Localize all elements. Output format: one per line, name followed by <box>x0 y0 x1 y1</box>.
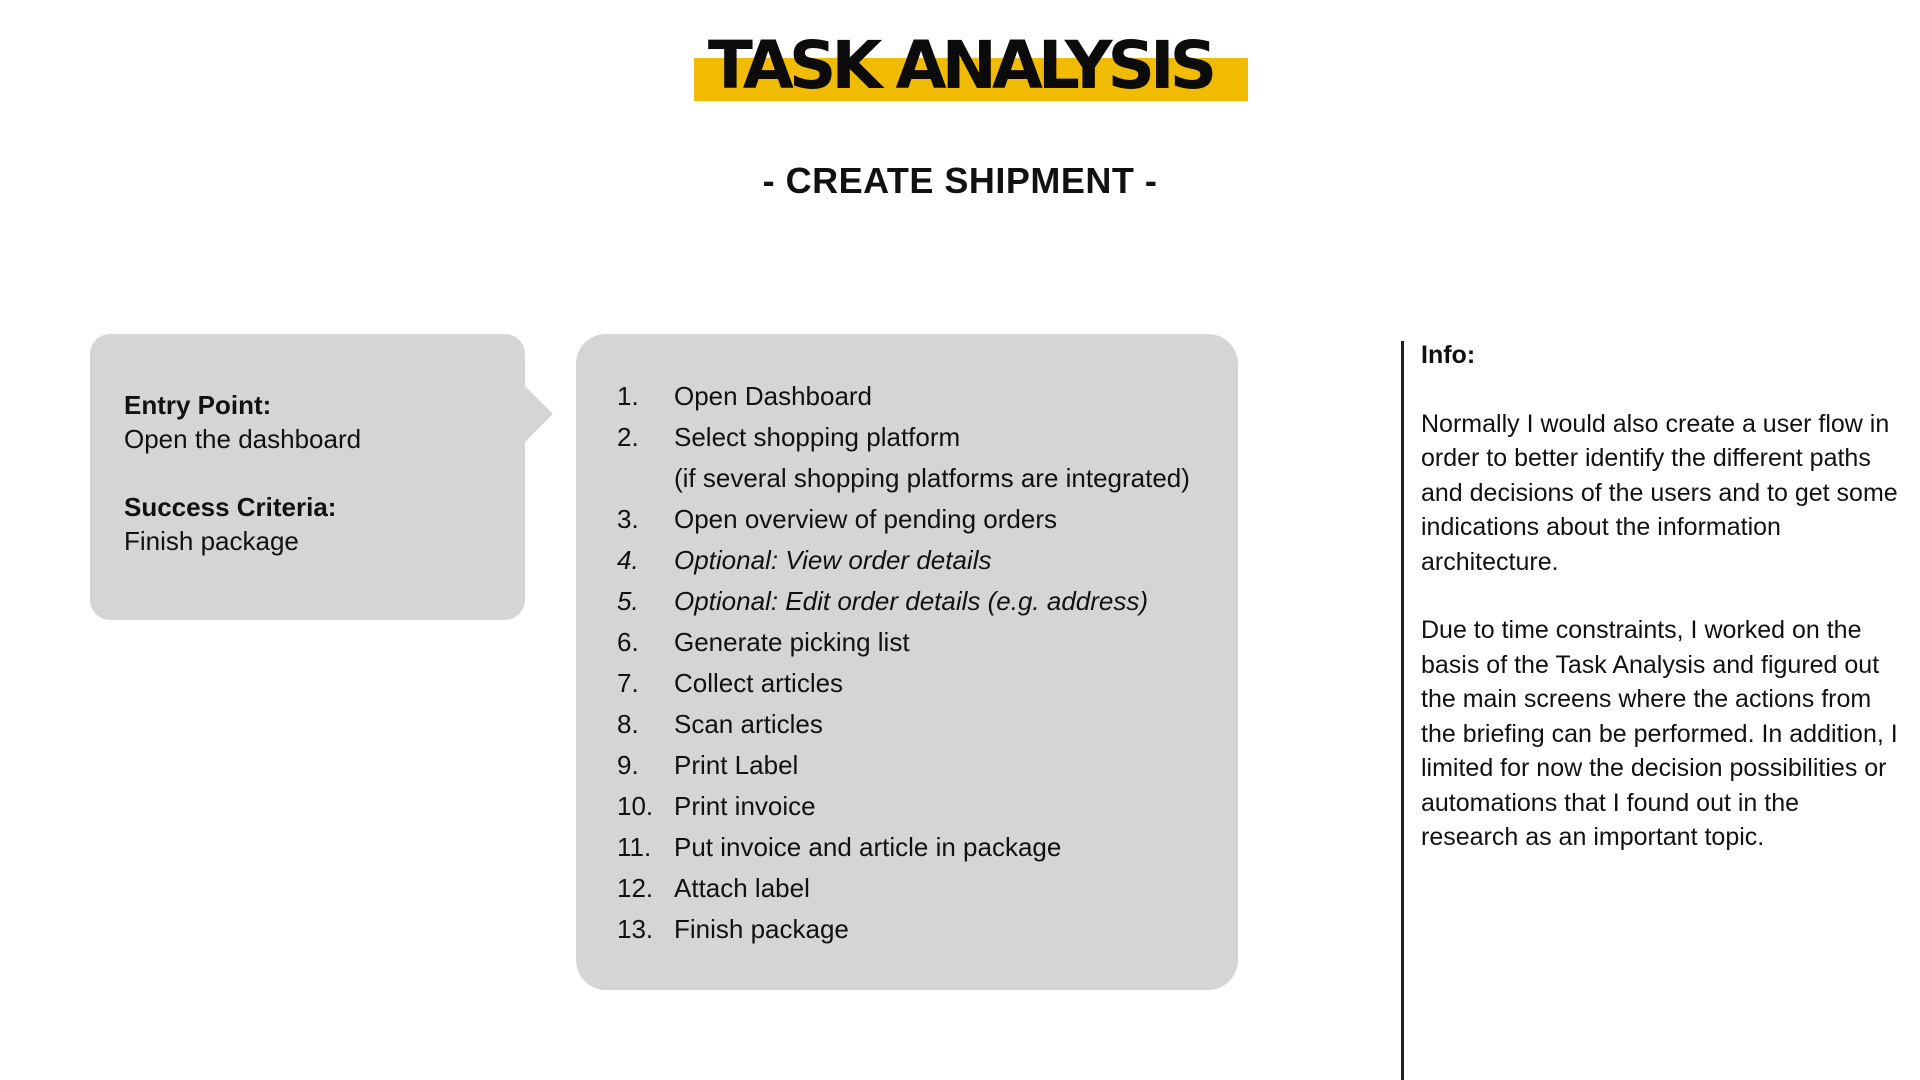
page-title: TASK ANALYSIS <box>707 27 1213 104</box>
step-number: 11. <box>617 832 652 862</box>
step-text: Scan articles <box>674 709 823 739</box>
info-paragraph: Normally I would also create a user flow in order to better identify the different paths and decisions of the users and to get some indications about the information architecture. <box>1421 409 1898 576</box>
step-number: 1. <box>617 381 639 411</box>
step-number: 9. <box>617 750 639 780</box>
entry-criteria-box <box>90 334 525 620</box>
step-number: 7. <box>617 668 639 698</box>
task-step <box>617 663 1190 704</box>
title-block <box>0 27 1920 110</box>
success-criteria-label: Success Criteria: <box>124 492 337 522</box>
info-panel <box>1421 338 1901 855</box>
step-number: 10. <box>617 791 654 821</box>
task-step <box>617 417 1190 458</box>
step-text: Optional: View order details <box>674 545 992 575</box>
task-step <box>617 745 1190 786</box>
arrow-right-icon <box>525 386 553 442</box>
vertical-divider <box>1401 341 1404 1080</box>
step-number: 5. <box>617 586 639 616</box>
task-step <box>617 458 1190 499</box>
info-title: Info: <box>1421 341 1476 369</box>
step-text: Put invoice and article in package <box>674 832 1062 862</box>
step-number <box>617 458 674 499</box>
step-number: 2. <box>617 422 639 452</box>
task-step <box>617 827 1190 868</box>
step-text: Finish package <box>674 914 849 944</box>
step-text: Generate picking list <box>674 627 910 657</box>
step-number: 6. <box>617 627 639 657</box>
entry-criteria-content <box>124 388 361 558</box>
step-text: Print invoice <box>674 791 816 821</box>
step-number: 3. <box>617 504 639 534</box>
step-number: 8. <box>617 709 639 739</box>
step-text: Select shopping platform <box>674 422 961 452</box>
task-step <box>617 376 1190 417</box>
info-paragraph: Due to time constraints, I worked on the basis of the Task Analysis and figured out the main screens where the actions from the briefing can be performed. In addition, I limited for now the decision possibilities or automations that I found out in the research as an important topic. <box>1421 616 1898 851</box>
step-text: Print Label <box>674 750 799 780</box>
task-steps-list <box>617 376 1190 950</box>
task-step <box>617 540 1190 581</box>
step-text: Open Dashboard <box>674 381 873 411</box>
task-step <box>617 868 1190 909</box>
step-number: 13. <box>617 914 654 944</box>
task-step <box>617 704 1190 745</box>
task-step <box>617 909 1190 950</box>
page-subtitle: - CREATE SHIPMENT - <box>762 160 1158 201</box>
step-text: Open overview of pending orders <box>674 504 1058 534</box>
task-step <box>617 622 1190 663</box>
success-criteria-value: Finish package <box>124 526 299 556</box>
step-text: Optional: Edit order details (e.g. address) <box>674 586 1149 616</box>
step-text: Attach label <box>674 873 810 903</box>
task-steps-box <box>576 334 1238 990</box>
entry-point-label: Entry Point: <box>124 390 272 420</box>
task-step <box>617 581 1190 622</box>
entry-point-value: Open the dashboard <box>124 424 362 454</box>
task-step <box>617 786 1190 827</box>
step-number: 12. <box>617 873 654 903</box>
task-step <box>617 499 1190 540</box>
step-text: Collect articles <box>674 668 844 698</box>
spacer <box>124 456 361 490</box>
step-text: (if several shopping platforms are integrated) <box>674 463 1190 493</box>
step-number: 4. <box>617 545 639 575</box>
